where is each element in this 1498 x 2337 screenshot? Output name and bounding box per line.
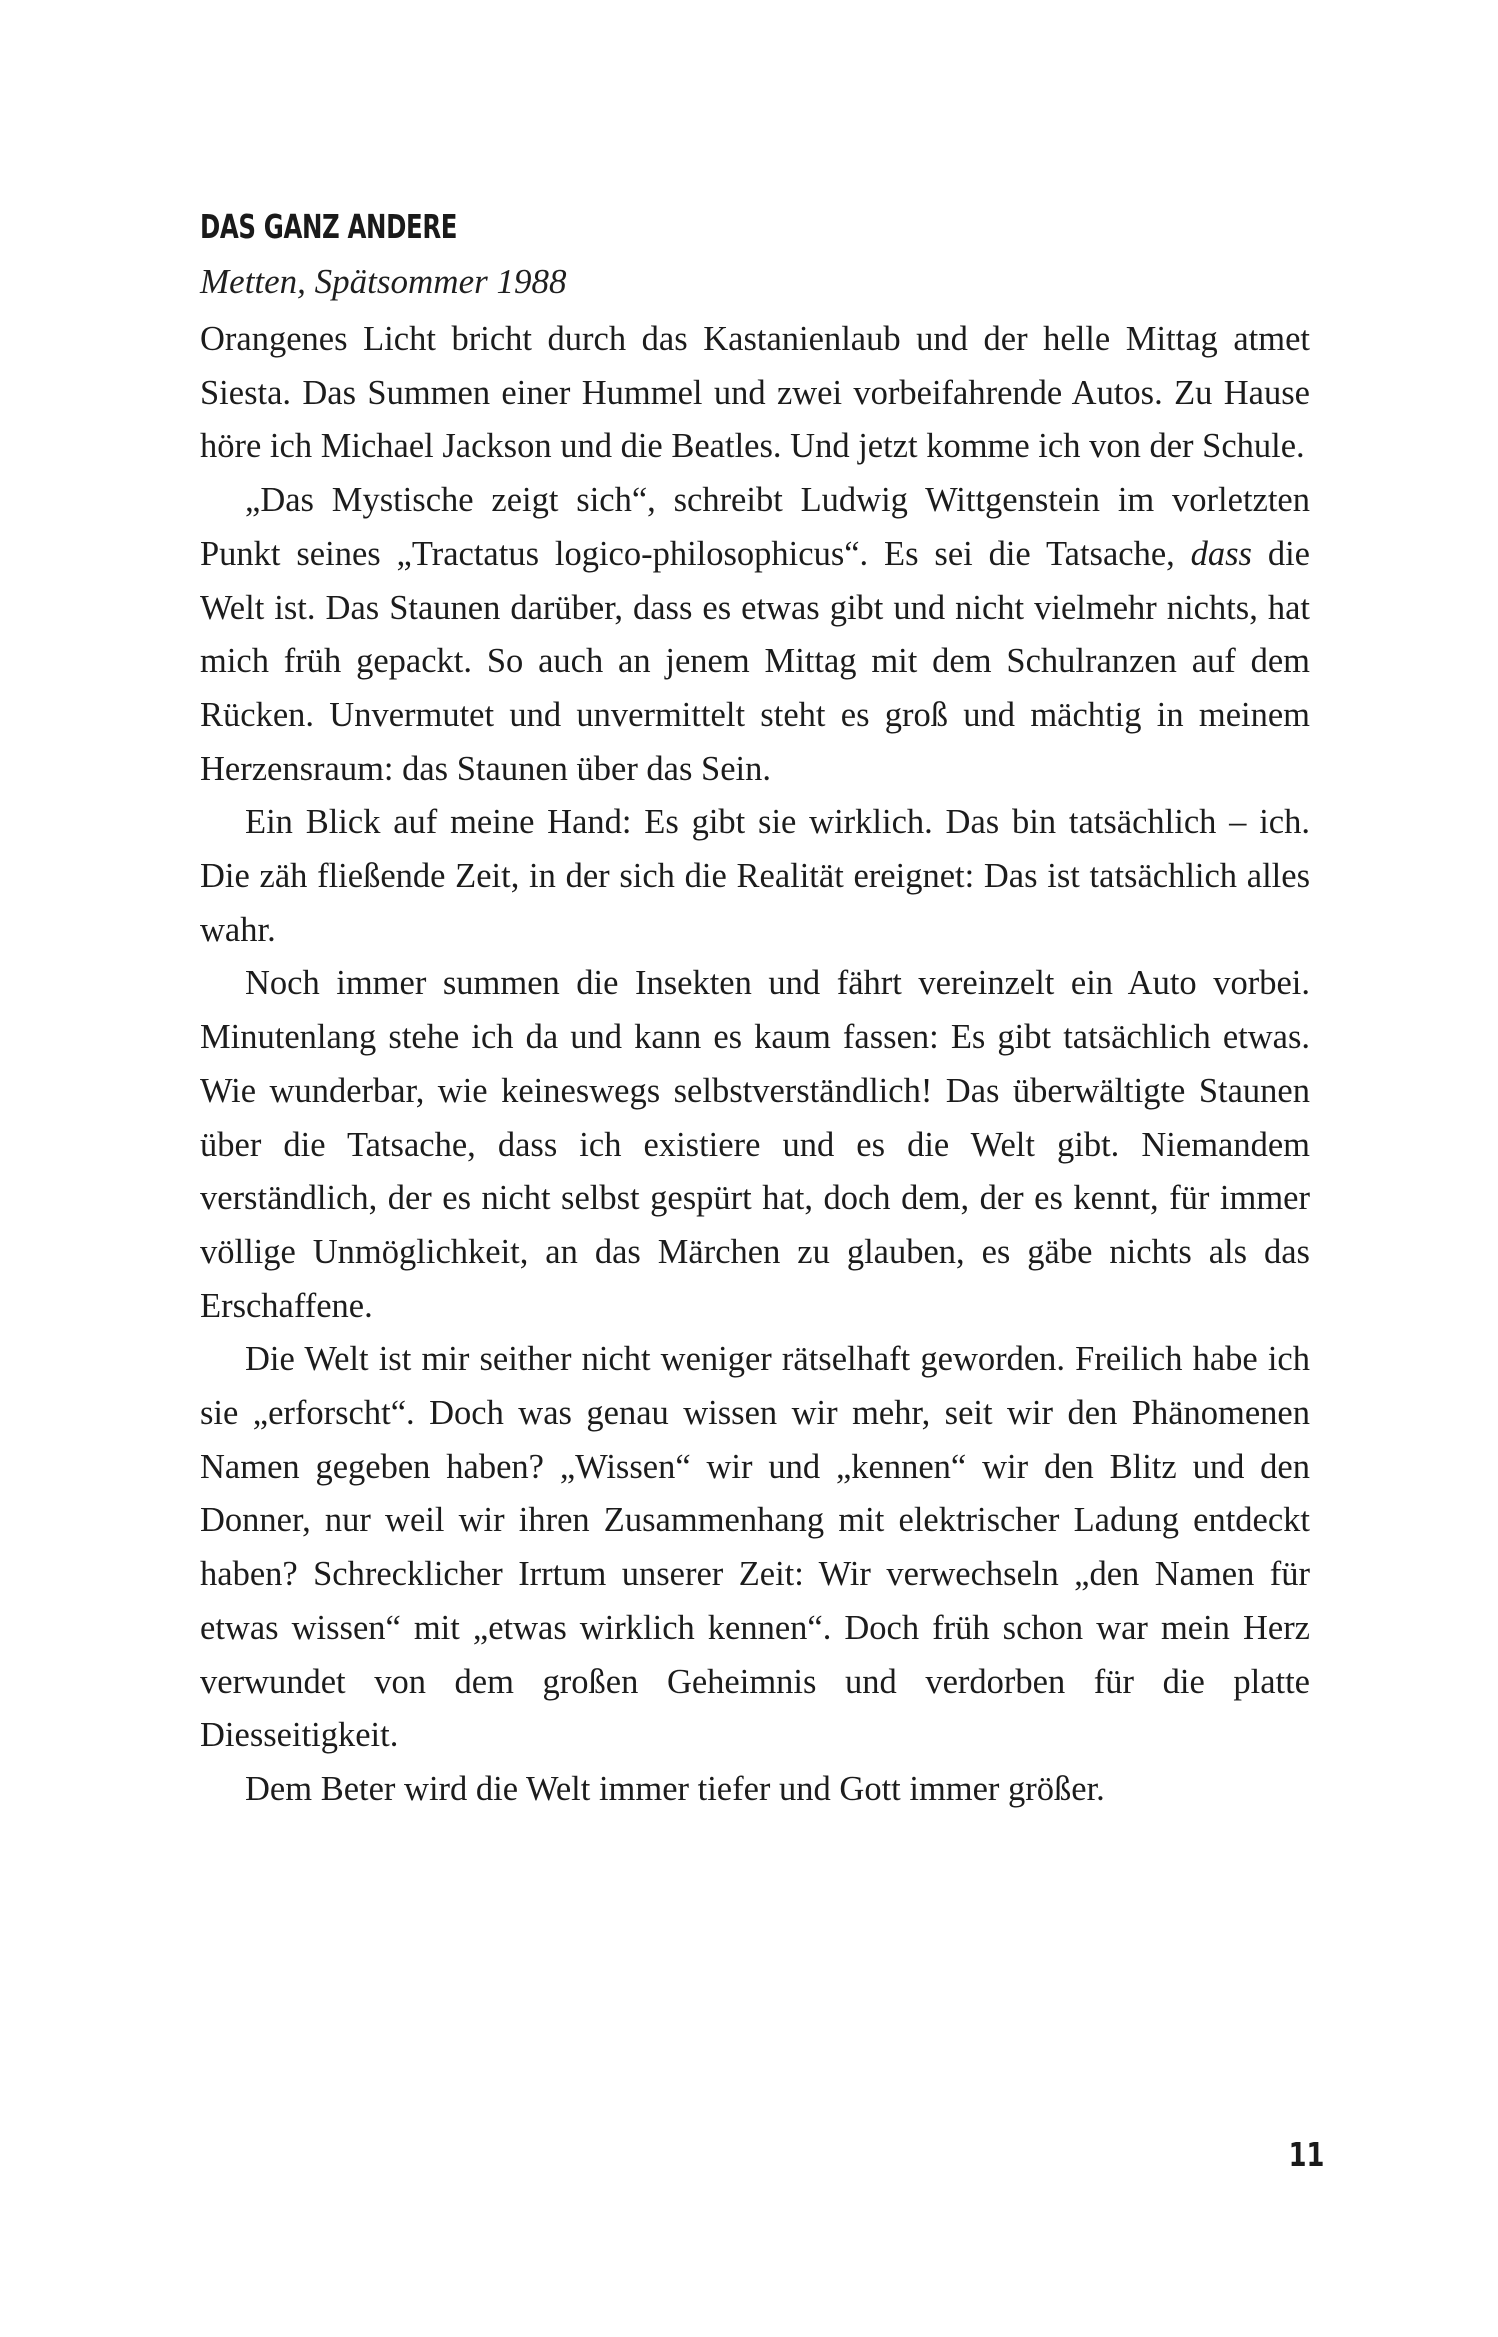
paragraph-text: die Welt ist. Das Staunen darüber, dass es etwas gibt und nicht vielmehr nichts, hat mich früh gepackt. So auch an jenem Mittag mit dem Schulranzen auf dem Rücken. Unvermutet und unvermittelt steht es groß und mächtig in meinem Herzensraum: das Staunen über das Sein. <box>200 534 1310 788</box>
paragraph: Orangenes Licht bricht durch das Kastanienlaub und der helle Mittag atmet Siesta. Das Summen einer Hummel und zwei vorbeifahrende Autos. Zu Hause höre ich Michael Jackson und die Beatles. Und jetzt komme ich von der Schule. <box>200 320 1310 466</box>
emphasized-word: dass <box>1190 534 1252 573</box>
body-text <box>200 313 1310 1817</box>
paragraph: Die Welt ist mir seither nicht weniger rätselhaft geworden. Freilich habe ich sie „erforscht“. Doch was genau wissen wir mehr, seit wir den Phänomenen Namen gegeben haben? „Wissen“ wir und „kennen“ wir den Blitz und den Donner, nur weil wir ihren Zusammenhang mit elektrischer Ladung entdeckt haben? Schrecklicher Irrtum unserer Zeit: Wir verwechseln „den Namen für etwas wissen“ mit „etwas wirklich kennen“. Doch früh schon war mein Herz verwundet von dem großen Geheimnis und verdorben für die platte Diesseitigkeit. <box>200 1340 1310 1755</box>
chapter-heading: DAS GANZ ANDERE <box>200 207 458 246</box>
paragraph: Dem Beter wird die Welt immer tiefer und Gott immer größer. <box>245 1769 1105 1808</box>
chapter-subtitle: Metten, Spätsommer 1988 <box>200 262 567 301</box>
paragraph: Ein Blick auf meine Hand: Es gibt sie wirklich. Das bin tatsächlich – ich. Die zäh fließende Zeit, in der sich die Realität ereignet: Das ist tatsächlich alles wahr. <box>200 803 1310 949</box>
paragraph-text: „Das Mystische zeigt sich“, schreibt Ludwig Wittgenstein im vorletzten Punkt seines „Tractatus logico-philosophicus“. Es sei die Tatsache, <box>200 481 1310 573</box>
paragraph <box>200 474 1310 796</box>
paragraph: Noch immer summen die Insekten und fährt vereinzelt ein Auto vorbei. Minutenlang stehe ich da und kann es kaum fassen: Es gibt tatsächlich etwas. Wie wunderbar, wie keineswegs selbstverständlich! Das überwältigte Staunen über die Tatsache, dass ich existiere und es die Welt gibt. Niemandem verständlich, der es nicht selbst gespürt hat, doch dem, der es kennt, für immer völlige Unmöglichkeit, an das Märchen zu glauben, es gäbe nichts als das Erschaffene. <box>200 964 1310 1325</box>
page-number: 11 <box>1288 2135 1325 2174</box>
